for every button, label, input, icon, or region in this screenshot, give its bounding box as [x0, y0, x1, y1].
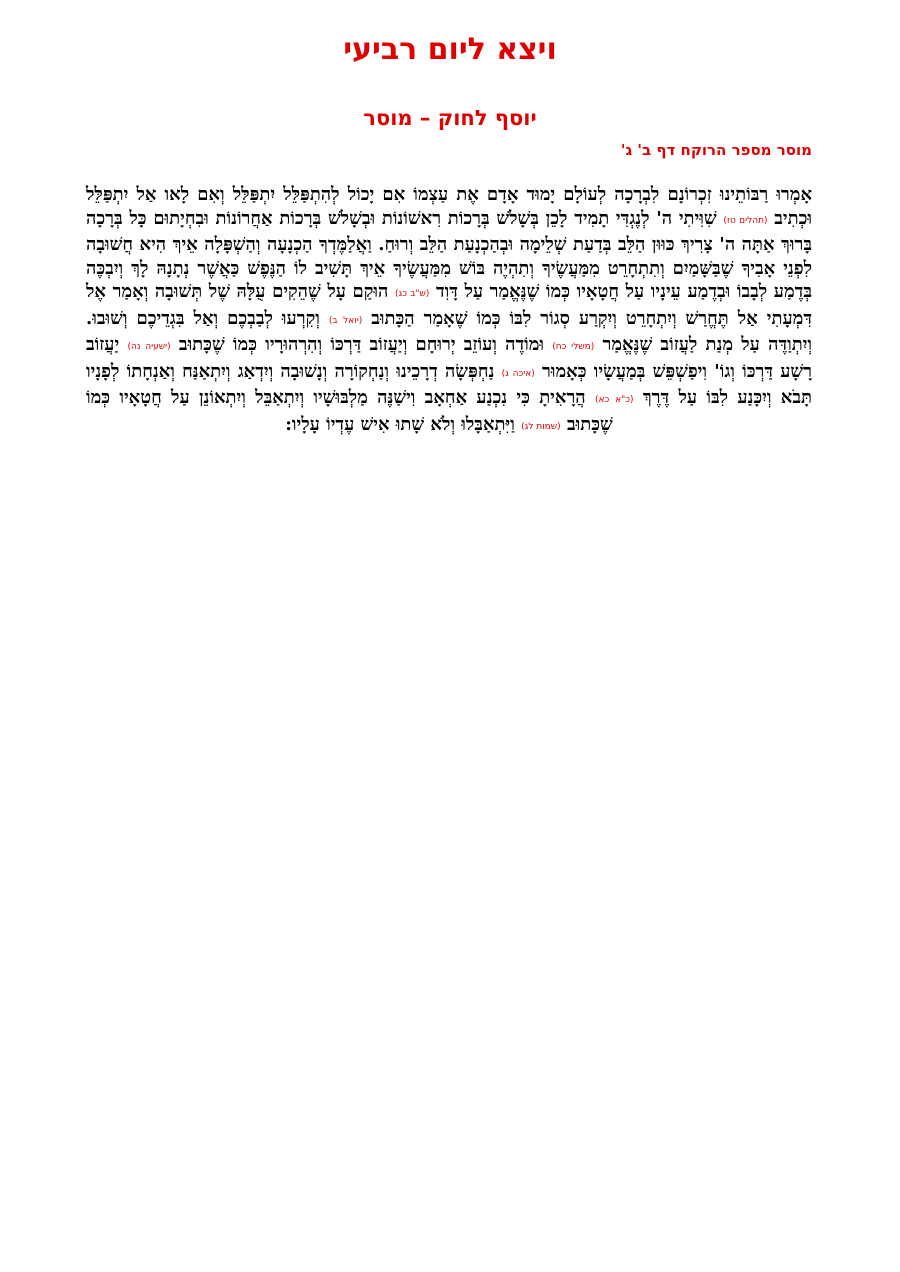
scripture-reference: (ש"ב כג)	[394, 289, 430, 299]
scripture-reference: (ישעיה נה)	[127, 342, 171, 352]
scripture-reference: (איכה ג)	[501, 368, 535, 379]
text-run: וַיִּתְאַבָּלוּ וְלֹא שָׁתוּ אִישׁ עֶדְיוֹ עָלָיו:	[285, 413, 522, 435]
text-run: וּמוֹדֶה וְעוֹזֵב יְרוּחָם וְיַעֲזוֹב דַּרְכּוֹ וְהִרְהוּרָיו כְּמוֹ שֶׁכָּתוּב	[170, 334, 553, 355]
text-run: הוּקַם עָל שֶׁהֵקִים עֻלָּהּ שֶׁל תְּשׁוּבָה וְאָמַר אֶל דִּמְעָתִי אַל תֶּחֱרַשׁ וְיִתְחָרֵט וְיִקְרַע סְגוֹר לִבּוֹ כְּמוֹ שֶׁאָמַר הַכָּתוּב	[86, 281, 812, 329]
text-run: הֲרָאִיתָ כִּי נִכְנַע אַחְאָב וִישַׁנֶּה מַלְבּוּשָׁיו וְיִתְאַבֵּל וְיִתְאוֹנֵן עַל חֲטָאָיו כְּמוֹ שֶׁכָּתוּב	[86, 387, 613, 435]
text-run: יַעֲזוֹב רָשָׁע דַּרְכּוֹ וְגוֹ' וִיפַשְׁפֵּשׁ בְּמַעֲשָׂיו כְּאָמוּר	[86, 334, 813, 382]
scripture-reference: (משלי כח)	[552, 342, 595, 352]
text-run: אָמְרוּ רַבּוֹתֵינוּ זִכְרוֹנָם לִבְרָכָה לְעוֹלָם יָמוּד אָדָם אֶת עַצְמוֹ אִם יָכוֹל לְהִתְפַּלֵּל יִתְפַּלֵּל וְאִם לָאו אַל יִתְפַּלֵּל וּכְתִיב	[86, 184, 813, 229]
scripture-reference: (תהלים טז)	[723, 215, 768, 226]
page-title: ויצא ליום רביעי	[343, 32, 557, 67]
source-citation: מוסר מספר הרוקח דף ב' ג'	[620, 141, 812, 159]
text-run: נַחְפְּשָׂה דְרָכֵינוּ וְנַחְקוֹרָה וְנָשׁוּבָה וְיִדְאַג וְיִתְאַנַּח וְאַנְחָתוֹ לְפָנָיו תָּבֹא וְיִכָּנַע לִבּוֹ עַל דֶּרֶךְ	[86, 360, 813, 408]
scripture-reference: (יואל ב)	[328, 315, 363, 326]
text-run: שִׁוִּיתִי ה' לְנֶגְדִּי תָמִיד לָכֵן בְּשָׁלֹשׁ בְּרָכוֹת רִאשׁוֹנוֹת וּבְשָׁלֹשׁ בְּרָכוֹת אַחֲרוֹנוֹת וּבִחְיָתוּם כָּל בְּרָכָה בָּרוּךְ אַתָּה ה' צָרִיךְ כּוּוּן הַלֵּב בְּדַעַת שְׁלֵימָה וּבְהַכְנָעַת הַלֵּב וְרוּחַ. וַאֲלַמֶּדְךָ הַכְנָעָה וְהַשְׁפָּלָה אֵיךְ הִיא חֲשׁוּבָה לִפְנֵי אָבִיךָ שֶׁבַּשָּׁמַיִם וְתִתְחָרֵט מִמַּעֲשֶׂיךָ וְתִהְיֶה בּוֹשׁ מִמַּעֲשֶׂיךָ אֵיךְ תָּשִׁיב לוֹ הַנֶּפֶשׁ כַּאֲשֶׁר נְתָנָהּ לָךְ וְיִבְכֶּה בְּדֶמַע לְבָבוֹ וּבְדֶמַע עֵינָיו עַל חֲטָאָיו כְּמוֹ שֶׁנֶּאֱמַר עַל דָּוִד	[86, 207, 812, 302]
page-subtitle: יוסף לחוק – מוסר	[363, 106, 537, 130]
scripture-reference: (שמות לג)	[521, 421, 561, 432]
scripture-reference: (כ"א כא)	[594, 395, 634, 405]
body-paragraph	[86, 183, 812, 439]
text-run: וְקִרְעוּ לְבַבְכֶם וְאַל בִּגְדֵיכֶם וְשׁוּבוּ. וְיִתְוַדֶּה עַל מְנַת לַעֲזוֹב שֶׁנֶּאֱמַר	[86, 307, 813, 355]
